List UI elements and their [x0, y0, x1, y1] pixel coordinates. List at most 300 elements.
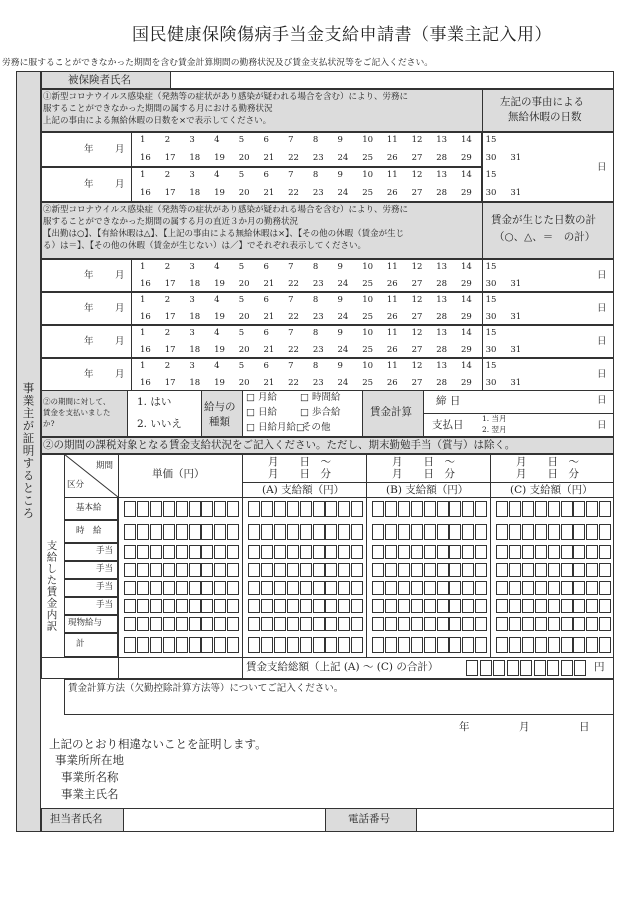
digit-cell[interactable]: [300, 545, 312, 559]
digit-cell[interactable]: [509, 581, 521, 595]
digit-cell[interactable]: [163, 599, 175, 613]
digit-cell[interactable]: [274, 637, 286, 653]
digit-cell[interactable]: [137, 545, 149, 559]
day-number[interactable]: 26: [386, 152, 398, 163]
digit-cell[interactable]: [189, 501, 201, 517]
day-number[interactable]: 17: [164, 344, 176, 355]
digit-cell[interactable]: [449, 599, 461, 613]
day-number[interactable]: 23: [312, 377, 324, 388]
day-number[interactable]: 14: [460, 295, 472, 305]
digit-cell[interactable]: [535, 563, 547, 577]
day-number[interactable]: 17: [164, 278, 176, 289]
digit-cell[interactable]: [248, 545, 260, 559]
digit-cell[interactable]: [586, 637, 598, 653]
digit-cell[interactable]: [325, 637, 337, 653]
digit-cell[interactable]: [248, 637, 260, 653]
digit-cell[interactable]: [385, 501, 397, 517]
digit-cell[interactable]: [137, 524, 149, 540]
day-number[interactable]: 21: [263, 187, 275, 198]
digit-cell[interactable]: [462, 637, 474, 653]
digit-cell[interactable]: [176, 563, 188, 577]
digit-cell[interactable]: [274, 501, 286, 517]
digit-cell[interactable]: [124, 581, 136, 595]
digit-cell[interactable]: [496, 545, 508, 559]
digit-cell[interactable]: [325, 617, 337, 631]
digit-cell[interactable]: [586, 501, 598, 517]
day-number[interactable]: 16: [140, 311, 151, 322]
day-number[interactable]: 26: [386, 311, 398, 322]
day-number[interactable]: 1: [140, 262, 146, 272]
digit-cell[interactable]: [496, 501, 508, 517]
digit-cell[interactable]: [338, 581, 350, 595]
pay-no-option[interactable]: 2. いいえ: [137, 418, 182, 430]
digit-cell[interactable]: [573, 617, 585, 631]
digit-cell[interactable]: [248, 599, 260, 613]
digit-cell[interactable]: [424, 501, 436, 517]
day-number[interactable]: 26: [386, 377, 398, 388]
digit-cell[interactable]: [150, 581, 162, 595]
day-number[interactable]: 8: [312, 295, 319, 305]
digit-cell[interactable]: [300, 637, 312, 653]
day-number[interactable]: 7: [288, 361, 294, 371]
digit-cell[interactable]: [214, 524, 226, 540]
day-number[interactable]: 24: [337, 344, 349, 355]
digit-cell[interactable]: [573, 563, 585, 577]
digit-cell[interactable]: [227, 599, 239, 613]
day-number[interactable]: 29: [460, 278, 472, 289]
digit-cell[interactable]: [261, 637, 273, 653]
person-field[interactable]: [125, 809, 325, 831]
digit-cell[interactable]: [475, 637, 487, 653]
digit-cell[interactable]: [325, 501, 337, 517]
day-number[interactable]: 29: [460, 152, 472, 163]
digit-cell[interactable]: [176, 501, 188, 517]
digit-cell[interactable]: [287, 581, 299, 595]
digit-cell[interactable]: [300, 617, 312, 631]
day-number[interactable]: 22: [288, 344, 299, 355]
day-number[interactable]: 15: [485, 361, 497, 371]
digit-cell[interactable]: [189, 599, 201, 613]
digit-cell[interactable]: [227, 581, 239, 595]
day-number[interactable]: 5: [238, 170, 245, 180]
digit-cell[interactable]: [372, 637, 384, 653]
digit-cell[interactable]: [398, 637, 410, 653]
day-number[interactable]: 13: [436, 361, 448, 371]
digit-cell[interactable]: [201, 637, 213, 653]
total-digit-cell[interactable]: [466, 660, 478, 676]
day-number[interactable]: 16: [140, 278, 151, 289]
day-number[interactable]: 8: [312, 135, 319, 145]
digit-cell[interactable]: [261, 581, 273, 595]
day-number[interactable]: 11: [386, 135, 398, 145]
day-number[interactable]: 5: [238, 295, 245, 305]
digit-cell[interactable]: [338, 599, 350, 613]
day-number[interactable]: 11: [386, 361, 398, 371]
digit-cell[interactable]: [300, 563, 312, 577]
digit-cell[interactable]: [599, 581, 611, 595]
digit-cell[interactable]: [462, 524, 474, 540]
pay-type-monthly[interactable]: □ 月給: [246, 392, 277, 403]
digit-cell[interactable]: [274, 599, 286, 613]
day-number[interactable]: 30: [485, 311, 497, 322]
day-number[interactable]: 20: [238, 152, 250, 163]
day-number[interactable]: 6: [263, 328, 269, 338]
day-number[interactable]: 25: [362, 152, 374, 163]
day-number[interactable]: 23: [312, 278, 324, 289]
digit-cell[interactable]: [385, 637, 397, 653]
digit-cell[interactable]: [496, 637, 508, 653]
digit-cell[interactable]: [449, 563, 461, 577]
day-number[interactable]: 18: [189, 152, 201, 163]
digit-cell[interactable]: [338, 545, 350, 559]
day-number[interactable]: 20: [238, 187, 250, 198]
digit-cell[interactable]: [509, 637, 521, 653]
digit-cell[interactable]: [261, 563, 273, 577]
digit-cell[interactable]: [385, 545, 397, 559]
day-number[interactable]: 9: [337, 328, 343, 338]
digit-cell[interactable]: [176, 637, 188, 653]
digit-cell[interactable]: [338, 563, 350, 577]
digit-cell[interactable]: [535, 581, 547, 595]
digit-cell[interactable]: [522, 617, 534, 631]
digit-cell[interactable]: [496, 617, 508, 631]
digit-cell[interactable]: [351, 637, 363, 653]
digit-cell[interactable]: [274, 545, 286, 559]
digit-cell[interactable]: [411, 599, 423, 613]
day-number[interactable]: 13: [436, 328, 448, 338]
day-number[interactable]: 20: [238, 311, 250, 322]
digit-cell[interactable]: [372, 545, 384, 559]
digit-cell[interactable]: [124, 501, 136, 517]
day-number[interactable]: 24: [337, 311, 349, 322]
digit-cell[interactable]: [424, 545, 436, 559]
day-number[interactable]: 11: [386, 170, 398, 180]
digit-cell[interactable]: [573, 581, 585, 595]
day-number[interactable]: 16: [140, 377, 151, 388]
digit-cell[interactable]: [522, 524, 534, 540]
day-number[interactable]: 2: [164, 295, 171, 305]
digit-cell[interactable]: [325, 563, 337, 577]
digit-cell[interactable]: [274, 581, 286, 595]
digit-cell[interactable]: [351, 563, 363, 577]
digit-cell[interactable]: [176, 545, 188, 559]
day-number[interactable]: 17: [164, 311, 176, 322]
digit-cell[interactable]: [509, 524, 521, 540]
digit-cell[interactable]: [351, 599, 363, 613]
digit-cell[interactable]: [522, 599, 534, 613]
day-number[interactable]: 28: [436, 311, 448, 322]
digit-cell[interactable]: [496, 599, 508, 613]
digit-cell[interactable]: [462, 545, 474, 559]
day-number[interactable]: 7: [288, 262, 294, 272]
digit-cell[interactable]: [522, 581, 534, 595]
digit-cell[interactable]: [189, 617, 201, 631]
digit-cell[interactable]: [248, 501, 260, 517]
day-number[interactable]: 31: [510, 377, 522, 388]
digit-cell[interactable]: [372, 501, 384, 517]
digit-cell[interactable]: [449, 501, 461, 517]
day-number[interactable]: 31: [510, 187, 522, 198]
digit-cell[interactable]: [385, 617, 397, 631]
day-number[interactable]: 9: [337, 262, 343, 272]
digit-cell[interactable]: [163, 545, 175, 559]
day-number[interactable]: 30: [485, 344, 497, 355]
digit-cell[interactable]: [548, 524, 560, 540]
day-number[interactable]: 25: [362, 377, 374, 388]
digit-cell[interactable]: [163, 617, 175, 631]
digit-cell[interactable]: [437, 637, 449, 653]
day-number[interactable]: 11: [386, 262, 398, 272]
digit-cell[interactable]: [385, 599, 397, 613]
day-number[interactable]: 3: [189, 361, 195, 371]
digit-cell[interactable]: [150, 545, 162, 559]
insured-name-field[interactable]: [172, 72, 612, 88]
day-number[interactable]: 9: [337, 295, 343, 305]
day-number[interactable]: 22: [288, 377, 299, 388]
digit-cell[interactable]: [176, 599, 188, 613]
pay-yes-option[interactable]: 1. はい: [137, 396, 172, 408]
digit-cell[interactable]: [137, 637, 149, 653]
day-number[interactable]: 18: [189, 187, 201, 198]
digit-cell[interactable]: [214, 563, 226, 577]
digit-cell[interactable]: [561, 545, 573, 559]
day-number[interactable]: 24: [337, 187, 349, 198]
day-number[interactable]: 26: [386, 344, 398, 355]
digit-cell[interactable]: [573, 637, 585, 653]
digit-cell[interactable]: [398, 617, 410, 631]
day-number[interactable]: 24: [337, 278, 349, 289]
digit-cell[interactable]: [176, 617, 188, 631]
digit-cell[interactable]: [227, 501, 239, 517]
day-number[interactable]: 30: [485, 278, 497, 289]
day-number[interactable]: 7: [288, 135, 294, 145]
digit-cell[interactable]: [325, 599, 337, 613]
digit-cell[interactable]: [509, 599, 521, 613]
digit-cell[interactable]: [261, 524, 273, 540]
digit-cell[interactable]: [548, 501, 560, 517]
digit-cell[interactable]: [214, 637, 226, 653]
digit-cell[interactable]: [313, 599, 325, 613]
digit-cell[interactable]: [398, 501, 410, 517]
digit-cell[interactable]: [561, 563, 573, 577]
day-number[interactable]: 30: [485, 187, 497, 198]
day-number[interactable]: 3: [189, 328, 195, 338]
day-number[interactable]: 9: [337, 361, 343, 371]
digit-cell[interactable]: [535, 599, 547, 613]
digit-cell[interactable]: [287, 501, 299, 517]
day-number[interactable]: 12: [411, 361, 423, 371]
total-digit-cell[interactable]: [480, 660, 492, 676]
digit-cell[interactable]: [274, 617, 286, 631]
day-number[interactable]: 3: [189, 170, 195, 180]
digit-cell[interactable]: [475, 524, 487, 540]
digit-cell[interactable]: [227, 637, 239, 653]
digit-cell[interactable]: [522, 637, 534, 653]
day-number[interactable]: 19: [214, 187, 225, 198]
digit-cell[interactable]: [411, 524, 423, 540]
digit-cell[interactable]: [300, 524, 312, 540]
digit-cell[interactable]: [522, 563, 534, 577]
day-number[interactable]: 2: [164, 170, 171, 180]
digit-cell[interactable]: [548, 617, 560, 631]
digit-cell[interactable]: [599, 524, 611, 540]
day-number[interactable]: 23: [312, 187, 324, 198]
digit-cell[interactable]: [437, 501, 449, 517]
day-number[interactable]: 7: [288, 170, 294, 180]
day-number[interactable]: 23: [312, 152, 324, 163]
digit-cell[interactable]: [437, 545, 449, 559]
pay-type-daily-monthly[interactable]: □ 日給月給□: [246, 422, 305, 433]
digit-cell[interactable]: [437, 581, 449, 595]
digit-cell[interactable]: [176, 524, 188, 540]
digit-cell[interactable]: [561, 581, 573, 595]
day-number[interactable]: 3: [189, 135, 195, 145]
digit-cell[interactable]: [548, 563, 560, 577]
digit-cell[interactable]: [496, 581, 508, 595]
pay-type-commission[interactable]: □ 歩合給: [300, 407, 341, 418]
digit-cell[interactable]: [496, 524, 508, 540]
digit-cell[interactable]: [372, 581, 384, 595]
day-number[interactable]: 10: [362, 170, 374, 180]
digit-cell[interactable]: [248, 581, 260, 595]
digit-cell[interactable]: [586, 581, 598, 595]
digit-cell[interactable]: [599, 637, 611, 653]
digit-cell[interactable]: [424, 637, 436, 653]
day-number[interactable]: 6: [263, 361, 269, 371]
day-number[interactable]: 27: [411, 377, 423, 388]
day-number[interactable]: 21: [263, 278, 275, 289]
digit-cell[interactable]: [449, 637, 461, 653]
digit-cell[interactable]: [398, 599, 410, 613]
day-number[interactable]: 10: [362, 135, 374, 145]
pay-type-hourly[interactable]: □ 時間給: [300, 392, 341, 403]
day-number[interactable]: 1: [140, 328, 146, 338]
digit-cell[interactable]: [509, 617, 521, 631]
digit-cell[interactable]: [411, 563, 423, 577]
day-number[interactable]: 27: [411, 152, 423, 163]
digit-cell[interactable]: [411, 581, 423, 595]
digit-cell[interactable]: [150, 524, 162, 540]
digit-cell[interactable]: [214, 501, 226, 517]
digit-cell[interactable]: [124, 524, 136, 540]
digit-cell[interactable]: [325, 545, 337, 559]
day-number[interactable]: 4: [214, 135, 220, 145]
digit-cell[interactable]: [372, 524, 384, 540]
digit-cell[interactable]: [351, 524, 363, 540]
digit-cell[interactable]: [150, 617, 162, 631]
day-number[interactable]: 28: [436, 344, 448, 355]
total-digit-cell[interactable]: [561, 660, 573, 676]
digit-cell[interactable]: [214, 581, 226, 595]
digit-cell[interactable]: [548, 545, 560, 559]
worked-days-cell[interactable]: [482, 325, 614, 358]
day-number[interactable]: 20: [238, 344, 250, 355]
day-number[interactable]: 22: [288, 187, 299, 198]
day-number[interactable]: 19: [214, 311, 225, 322]
day-number[interactable]: 2: [164, 262, 171, 272]
digit-cell[interactable]: [201, 501, 213, 517]
digit-cell[interactable]: [227, 524, 239, 540]
day-number[interactable]: 3: [189, 262, 195, 272]
day-number[interactable]: 14: [460, 328, 472, 338]
digit-cell[interactable]: [325, 524, 337, 540]
digit-cell[interactable]: [287, 617, 299, 631]
digit-cell[interactable]: [201, 563, 213, 577]
digit-cell[interactable]: [599, 563, 611, 577]
day-number[interactable]: 10: [362, 361, 374, 371]
digit-cell[interactable]: [338, 501, 350, 517]
day-number[interactable]: 1: [140, 170, 146, 180]
day-number[interactable]: 4: [214, 295, 220, 305]
digit-cell[interactable]: [522, 545, 534, 559]
digit-cell[interactable]: [424, 563, 436, 577]
digit-cell[interactable]: [475, 599, 487, 613]
digit-cell[interactable]: [561, 524, 573, 540]
digit-cell[interactable]: [496, 563, 508, 577]
digit-cell[interactable]: [287, 563, 299, 577]
digit-cell[interactable]: [462, 581, 474, 595]
digit-cell[interactable]: [163, 581, 175, 595]
digit-cell[interactable]: [437, 599, 449, 613]
digit-cell[interactable]: [411, 545, 423, 559]
digit-cell[interactable]: [449, 581, 461, 595]
digit-cell[interactable]: [150, 563, 162, 577]
day-number[interactable]: 12: [411, 170, 423, 180]
digit-cell[interactable]: [437, 524, 449, 540]
total-digit-cell[interactable]: [493, 660, 505, 676]
digit-cell[interactable]: [462, 599, 474, 613]
day-number[interactable]: 30: [485, 377, 497, 388]
day-number[interactable]: 21: [263, 311, 275, 322]
total-digit-cell[interactable]: [547, 660, 559, 676]
digit-cell[interactable]: [163, 563, 175, 577]
digit-cell[interactable]: [163, 501, 175, 517]
day-number[interactable]: 6: [263, 135, 269, 145]
day-number[interactable]: 25: [362, 187, 374, 198]
digit-cell[interactable]: [372, 617, 384, 631]
digit-cell[interactable]: [351, 501, 363, 517]
digit-cell[interactable]: [411, 637, 423, 653]
digit-cell[interactable]: [475, 545, 487, 559]
day-number[interactable]: 31: [510, 152, 522, 163]
digit-cell[interactable]: [462, 501, 474, 517]
digit-cell[interactable]: [325, 581, 337, 595]
day-number[interactable]: 23: [312, 311, 324, 322]
day-number[interactable]: 5: [238, 361, 245, 371]
digit-cell[interactable]: [300, 599, 312, 613]
digit-cell[interactable]: [338, 524, 350, 540]
digit-cell[interactable]: [535, 637, 547, 653]
digit-cell[interactable]: [189, 563, 201, 577]
digit-cell[interactable]: [274, 563, 286, 577]
digit-cell[interactable]: [163, 524, 175, 540]
digit-cell[interactable]: [522, 501, 534, 517]
digit-cell[interactable]: [385, 563, 397, 577]
day-number[interactable]: 19: [214, 278, 225, 289]
day-number[interactable]: 20: [238, 278, 250, 289]
day-number[interactable]: 9: [337, 135, 343, 145]
day-number[interactable]: 18: [189, 311, 201, 322]
day-number[interactable]: 6: [263, 170, 269, 180]
day-number[interactable]: 7: [288, 328, 294, 338]
day-number[interactable]: 2: [164, 135, 171, 145]
day-number[interactable]: 14: [460, 361, 472, 371]
day-number[interactable]: 27: [411, 278, 423, 289]
digit-cell[interactable]: [385, 524, 397, 540]
digit-cell[interactable]: [248, 617, 260, 631]
day-number[interactable]: 5: [238, 135, 245, 145]
day-number[interactable]: 28: [436, 187, 448, 198]
